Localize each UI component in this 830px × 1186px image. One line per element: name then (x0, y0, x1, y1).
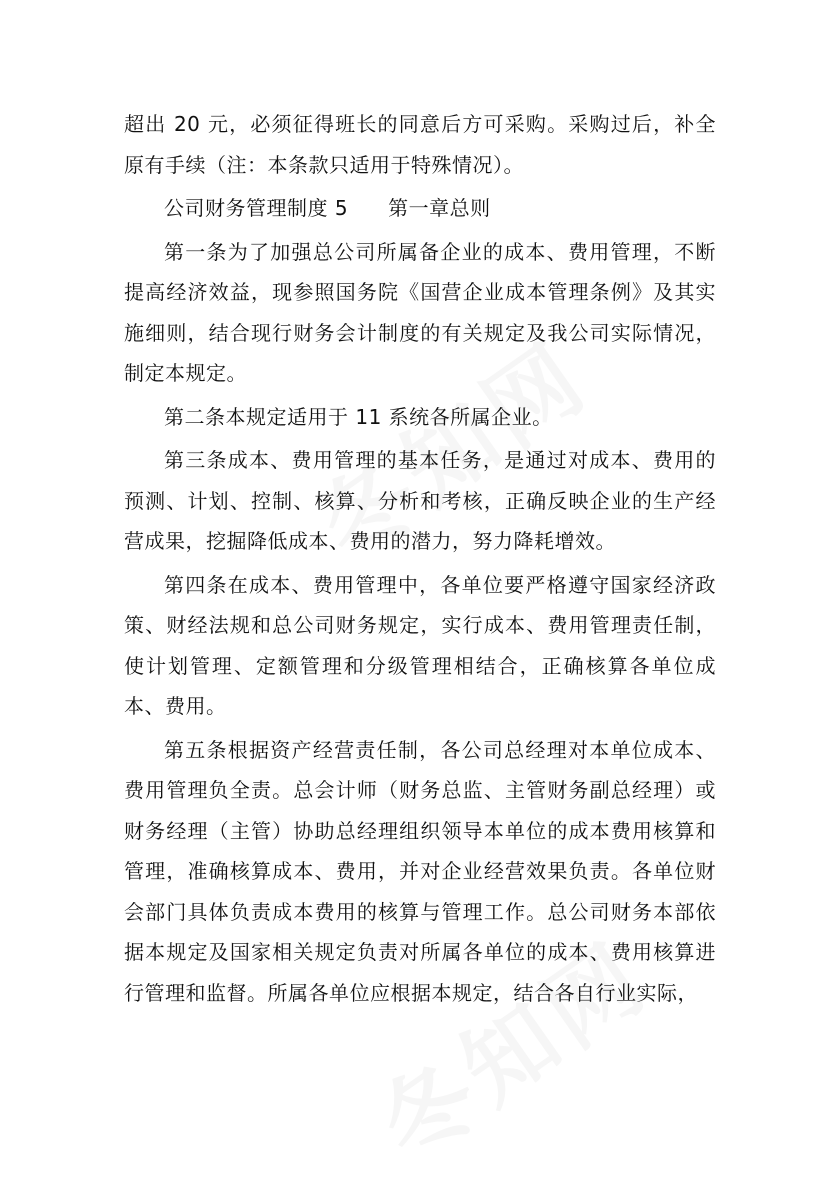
article-4: 第四条在成本、费用管理中，各单位要严格遵守国家经济政策、财经法规和总公司财务规定，实行成本、费用管理责任制，使计划管理、定额管理和分级管理相结合，正确核算各单位成本、费用。 (124, 572, 716, 718)
article-2: 第二条本规定适用于 11 系统各所属企业。 (164, 404, 553, 429)
document-body (124, 104, 716, 1013)
chapter-title: 第一章总则 (388, 196, 491, 220)
article-1: 第一条为了加强总公司所属备企业的成本、费用管理，不断提高经济效益，现参照国务院《国营企业成本管理条例》及其实施细则，结合现行财务会计制度的有关规定及我公司实际情况，制定本规定。 (124, 239, 716, 385)
paragraph-continuation: 超出 20 元，必须征得班长的同意后方可采购。采购过后，补全原有手续（注：本条款只适用于特殊情况）。 (124, 112, 716, 177)
section-heading (124, 188, 716, 229)
article-3: 第三条成本、费用管理的基本任务，是通过对成本、费用的预测、计划、控制、核算、分析和考核，正确反映企业的生产经营成果，挖掘降低成本、费用的潜力，努力降耗增效。 (124, 448, 716, 553)
article-5: 第五条根据资产经营责任制，各公司总经理对本单位成本、费用管理负全责。总会计师（财务总监、主管财务副总经理）或财务经理（主管）协助总经理组织领导本单位的成本费用核算和管理，准确核算成本、费用，并对企业经营效果负责。各单位财会部门具体负责成本费用的核算与管理工作。总公司财务本部依据本规定及国家相关规定负责对所属各单位的成本、费用核算进行管理和监督。所属各单位应根据本规定，结合各自行业实际， (124, 737, 716, 1005)
heading-title: 公司财务管理制度 5 (164, 196, 349, 220)
